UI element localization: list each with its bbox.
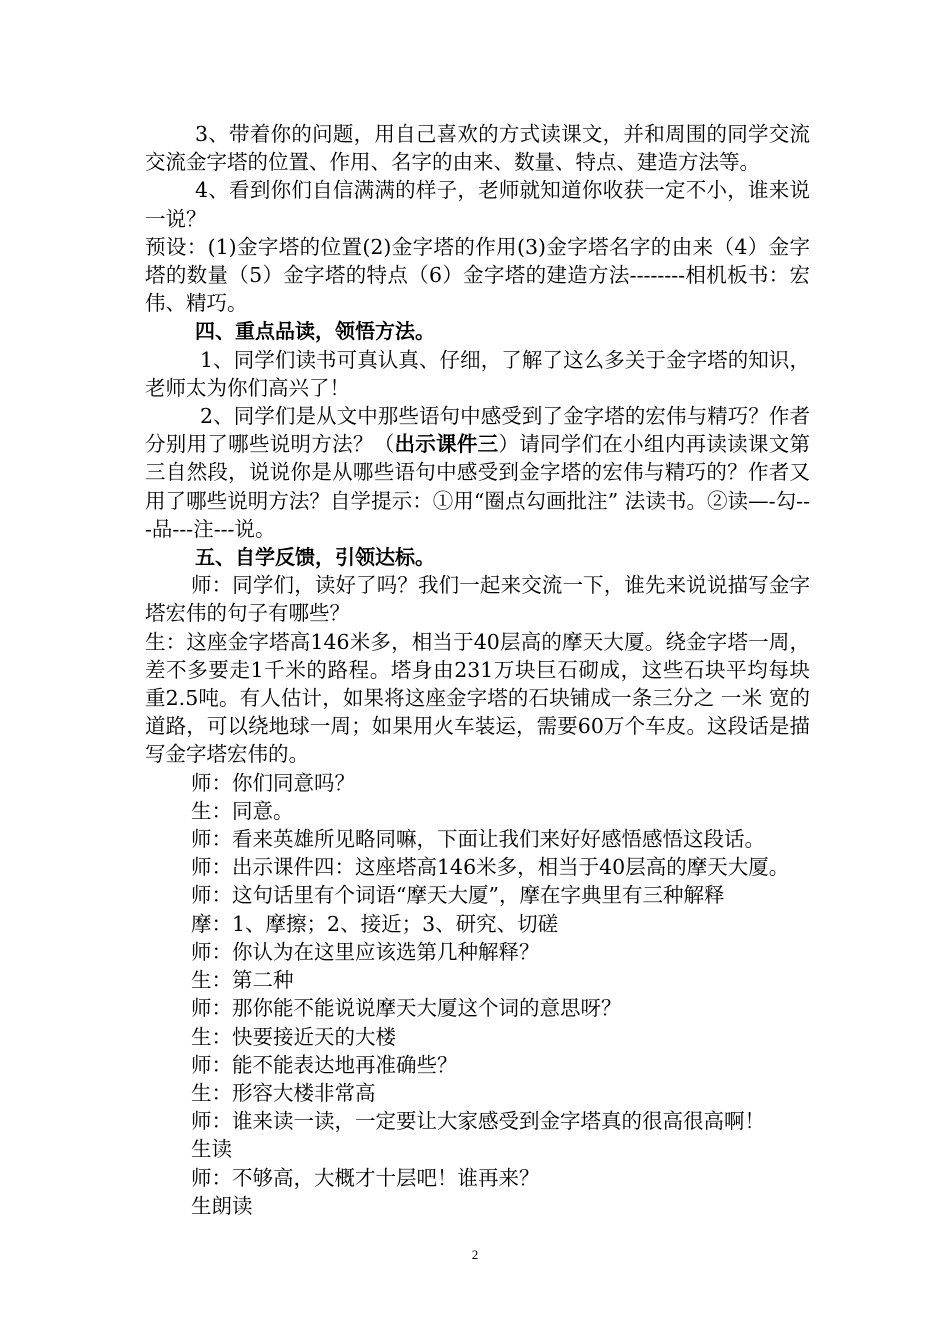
- section-heading-4: 四、重点品读，领悟方法。: [195, 319, 435, 344]
- dialogue-line: 生：第二种: [191, 968, 294, 993]
- dialogue-line: 生读: [191, 1137, 232, 1162]
- dialogue-line: 师：你们同意吗？: [191, 770, 355, 795]
- dialogue-line: 师：你认为在这里应该选第几种解释？: [191, 939, 540, 964]
- question-text-end: ）请同学们在小组内再读读课文第三自然段，说说你是从哪些语句中感受到金字塔的宏伟与精巧的？作者又用了哪些说明方法？自学提示：①用“圈点勾画批注” 法读书。②读—-勾---品---注---说。: [145, 432, 811, 541]
- dialogue-line: 生：这座金字塔高146米多，相当于40层高的摩天大厦。绕金字塔一周，差不多要走1千米的路程。塔身由231万块巨石砌成，这些石块平均每块重2.5吨。有人估计，如果将这座金字塔的石块铺成一条三分之 一米 宽的道路，可以绕地球一周；如果用火车装运，需要60万个车皮。这段话是描写金字塔宏伟的。: [145, 629, 810, 767]
- paragraph-praise: 1、同学们读书可真认真、仔细，了解了这么多关于金字塔的知识，老师太为你们高兴了！: [145, 347, 810, 400]
- dialogue-line: 师：出示课件四：这座塔高146米多，相当于40层高的摩天大厦。: [191, 855, 790, 880]
- dialogue-line: 生：同意。: [191, 798, 294, 823]
- dictionary-entry: 摩：1、摩擦；2、接近；3、研究、切磋: [191, 911, 559, 936]
- paragraph-preset: 预设：(1)金字塔的位置(2)金字塔的作用(3)金字塔名字的由来（4）金字塔的数量（5）金字塔的特点（6）金字塔的建造方法--------相机板书：宏伟、精巧。: [145, 234, 810, 316]
- dialogue-line: 师：谁来读一读，一定要让大家感受到金字塔真的很高很高啊！: [191, 1109, 765, 1134]
- page-content: [145, 120, 810, 1220]
- dialogue-line: 师：这句话里有个词语“摩天大厦”，摩在字典里有三种解释: [191, 883, 725, 908]
- dialogue-line: 师：那你能不能说说摩天大厦这个词的意思呀？: [191, 996, 622, 1021]
- dialogue-line: 生朗读: [191, 1193, 253, 1218]
- paragraph-question: [145, 402, 810, 543]
- dialogue-line: 师：能不能表达地再准确些？: [191, 1052, 458, 1077]
- dialogue-line: 生：形容大楼非常高: [191, 1080, 376, 1105]
- page-number: 2: [471, 1247, 479, 1262]
- paragraph-step-4: 4、看到你们自信满满的样子，老师就知道你收获一定不小，谁来说一说？: [145, 178, 810, 231]
- section-heading-5: 五、自学反馈，引领达标。: [195, 545, 435, 570]
- courseware-label: 出示课件三: [394, 432, 499, 457]
- dialogue-line: 师：看来英雄所见略同嘛，下面让我们来好好感悟感悟这段话。: [191, 827, 765, 852]
- paragraph-step-3: 3、带着你的问题，用自己喜欢的方式读课文，并和周围的同学交流交流金字塔的位置、作用、名字的由来、数量、特点、建造方法等。: [145, 122, 810, 175]
- dialogue-line: 生：快要接近天的大楼: [191, 1024, 396, 1049]
- question-text-start: 2、同学们是从文中那些语句中感受到了金字塔的宏伟与精巧？作者分别用了哪些说明方法？（: [145, 404, 810, 457]
- dialogue-line: 师：不够高，大概才十层吧！谁再来？: [191, 1165, 540, 1190]
- dialogue-line: 师：同学们，读好了吗？我们一起来交流一下，谁先来说说描写金字塔宏伟的句子有哪些？: [145, 573, 810, 626]
